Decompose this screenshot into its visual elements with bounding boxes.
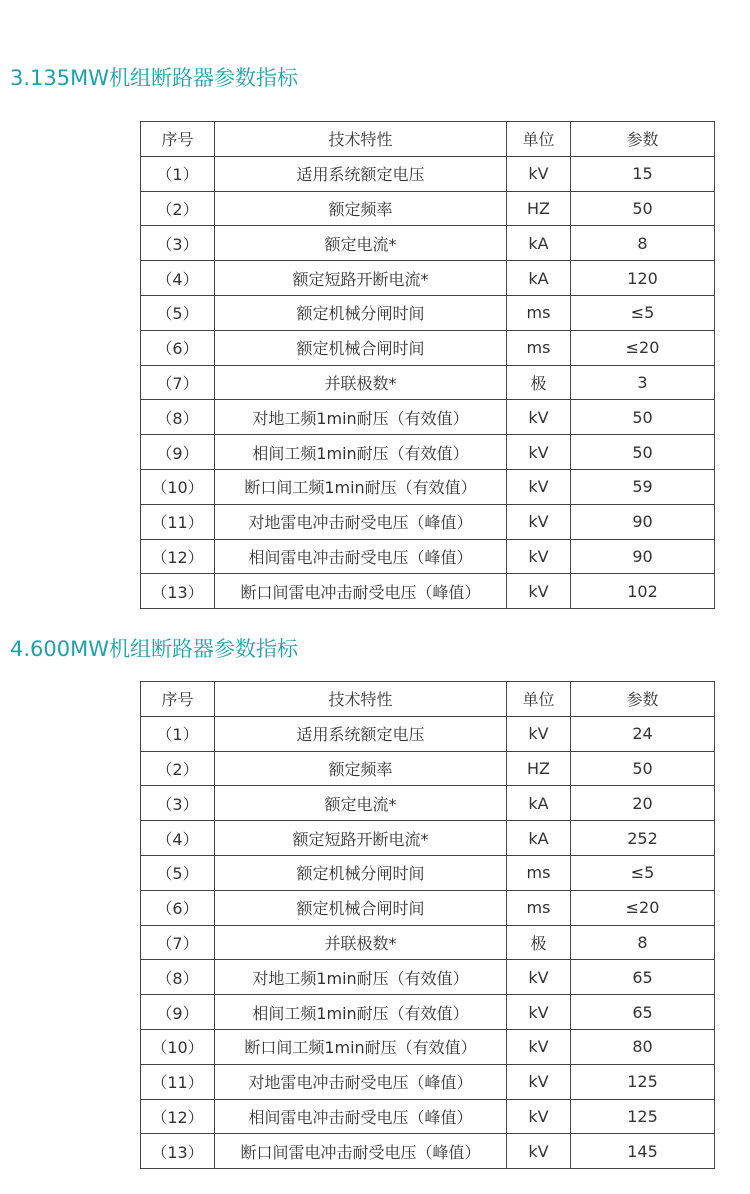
table-row: [141, 1134, 715, 1169]
section-title-600mw: 4.600MW机组断路器参数指标: [10, 637, 299, 661]
row-index: （11）: [141, 1064, 215, 1099]
table-row: [141, 716, 715, 751]
row-index: （13）: [141, 574, 215, 609]
row-unit: kV: [507, 960, 571, 995]
row-value: 8: [571, 226, 715, 261]
row-index: （11）: [141, 504, 215, 539]
table-row: [141, 400, 715, 435]
row-index: （9）: [141, 995, 215, 1030]
row-value: ≤20: [571, 330, 715, 365]
row-value: 50: [571, 400, 715, 435]
row-index: （5）: [141, 855, 215, 890]
table-row: [141, 226, 715, 261]
row-value: 59: [571, 469, 715, 504]
row-name: 额定机械分闸时间: [215, 855, 507, 890]
row-index: （5）: [141, 295, 215, 330]
row-index: （6）: [141, 330, 215, 365]
row-name: 相间雷电冲击耐受电压（峰值）: [215, 1099, 507, 1134]
row-index: （9）: [141, 435, 215, 470]
row-unit: kV: [507, 435, 571, 470]
row-name: 相间雷电冲击耐受电压（峰值）: [215, 539, 507, 574]
row-unit: ms: [507, 330, 571, 365]
row-value: ≤5: [571, 855, 715, 890]
row-value: 90: [571, 504, 715, 539]
row-index: （4）: [141, 821, 215, 856]
row-name: 额定机械分闸时间: [215, 295, 507, 330]
row-unit: kV: [507, 400, 571, 435]
row-name: 额定机械合闸时间: [215, 890, 507, 925]
row-name: 额定电流*: [215, 226, 507, 261]
row-value: 65: [571, 960, 715, 995]
row-name: 对地工频1min耐压（有效值）: [215, 960, 507, 995]
row-name: 断口间工频1min耐压（有效值）: [215, 469, 507, 504]
row-index: （1）: [141, 156, 215, 191]
row-value: 50: [571, 751, 715, 786]
row-value: 65: [571, 995, 715, 1030]
row-index: （13）: [141, 1134, 215, 1169]
table-row: [141, 960, 715, 995]
row-name: 并联极数*: [215, 365, 507, 400]
table-row: [141, 504, 715, 539]
table-row: [141, 821, 715, 856]
row-value: 80: [571, 1029, 715, 1064]
table-row: [141, 295, 715, 330]
row-unit: ms: [507, 890, 571, 925]
row-value: 90: [571, 539, 715, 574]
row-value: 145: [571, 1134, 715, 1169]
table-row: [141, 435, 715, 470]
row-index: （3）: [141, 786, 215, 821]
row-name: 额定短路开断电流*: [215, 821, 507, 856]
row-index: （1）: [141, 716, 215, 751]
row-index: （10）: [141, 1029, 215, 1064]
table-row: [141, 365, 715, 400]
table-row: [141, 786, 715, 821]
row-index: （7）: [141, 365, 215, 400]
header-name: 技术特性: [215, 682, 507, 717]
table-row: [141, 191, 715, 226]
header-value: 参数: [571, 122, 715, 157]
table-row: [141, 1029, 715, 1064]
header-unit: 单位: [507, 682, 571, 717]
row-index: （4）: [141, 261, 215, 296]
row-unit: kV: [507, 1099, 571, 1134]
row-name: 额定电流*: [215, 786, 507, 821]
table-row: [141, 1064, 715, 1099]
row-value: ≤20: [571, 890, 715, 925]
section-title-135mw: 3.135MW机组断路器参数指标: [10, 66, 299, 90]
row-value: 8: [571, 925, 715, 960]
table-row: [141, 890, 715, 925]
row-value: 252: [571, 821, 715, 856]
table-row: [141, 1099, 715, 1134]
params-table-135mw: [140, 121, 715, 609]
row-name: 对地雷电冲击耐受电压（峰值）: [215, 504, 507, 539]
table-row: [141, 925, 715, 960]
row-value: 15: [571, 156, 715, 191]
table-row: [141, 574, 715, 609]
row-unit: kA: [507, 821, 571, 856]
row-value: 3: [571, 365, 715, 400]
row-name: 相间工频1min耐压（有效值）: [215, 435, 507, 470]
table-row: [141, 261, 715, 296]
row-unit: kA: [507, 786, 571, 821]
row-index: （12）: [141, 539, 215, 574]
row-value: 50: [571, 191, 715, 226]
row-unit: kV: [507, 469, 571, 504]
header-value: 参数: [571, 682, 715, 717]
row-value: 120: [571, 261, 715, 296]
table-row: [141, 855, 715, 890]
row-name: 额定频率: [215, 191, 507, 226]
row-index: （3）: [141, 226, 215, 261]
row-name: 对地雷电冲击耐受电压（峰值）: [215, 1064, 507, 1099]
row-unit: kV: [507, 1064, 571, 1099]
header-idx: 序号: [141, 122, 215, 157]
row-name: 额定频率: [215, 751, 507, 786]
table-row: [141, 156, 715, 191]
row-unit: kA: [507, 261, 571, 296]
params-table-600mw: [140, 681, 715, 1169]
table-row: [141, 330, 715, 365]
row-index: （10）: [141, 469, 215, 504]
row-unit: 极: [507, 365, 571, 400]
table-row: [141, 539, 715, 574]
row-unit: 极: [507, 925, 571, 960]
row-name: 断口间工频1min耐压（有效值）: [215, 1029, 507, 1064]
row-value: 50: [571, 435, 715, 470]
row-index: （8）: [141, 960, 215, 995]
row-unit: kV: [507, 1134, 571, 1169]
row-index: （12）: [141, 1099, 215, 1134]
row-unit: kV: [507, 574, 571, 609]
row-name: 断口间雷电冲击耐受电压（峰值）: [215, 574, 507, 609]
row-name: 并联极数*: [215, 925, 507, 960]
table-row: [141, 751, 715, 786]
row-unit: kV: [507, 504, 571, 539]
row-name: 额定机械合闸时间: [215, 330, 507, 365]
row-unit: HZ: [507, 191, 571, 226]
row-index: （6）: [141, 890, 215, 925]
row-index: （7）: [141, 925, 215, 960]
table-header-row: [141, 682, 715, 717]
row-value: ≤5: [571, 295, 715, 330]
row-value: 24: [571, 716, 715, 751]
row-value: 125: [571, 1064, 715, 1099]
row-name: 相间工频1min耐压（有效值）: [215, 995, 507, 1030]
row-unit: HZ: [507, 751, 571, 786]
header-name: 技术特性: [215, 122, 507, 157]
table-row: [141, 469, 715, 504]
row-unit: kA: [507, 226, 571, 261]
header-unit: 单位: [507, 122, 571, 157]
row-unit: kV: [507, 539, 571, 574]
row-unit: ms: [507, 855, 571, 890]
row-unit: kV: [507, 1029, 571, 1064]
table-row: [141, 995, 715, 1030]
header-idx: 序号: [141, 682, 215, 717]
table-header-row: [141, 122, 715, 157]
row-unit: kV: [507, 716, 571, 751]
row-value: 20: [571, 786, 715, 821]
row-unit: ms: [507, 295, 571, 330]
row-unit: kV: [507, 156, 571, 191]
row-name: 适用系统额定电压: [215, 156, 507, 191]
row-name: 额定短路开断电流*: [215, 261, 507, 296]
row-name: 对地工频1min耐压（有效值）: [215, 400, 507, 435]
row-index: （8）: [141, 400, 215, 435]
row-unit: kV: [507, 995, 571, 1030]
row-index: （2）: [141, 191, 215, 226]
row-index: （2）: [141, 751, 215, 786]
row-name: 适用系统额定电压: [215, 716, 507, 751]
row-value: 125: [571, 1099, 715, 1134]
row-value: 102: [571, 574, 715, 609]
row-name: 断口间雷电冲击耐受电压（峰值）: [215, 1134, 507, 1169]
